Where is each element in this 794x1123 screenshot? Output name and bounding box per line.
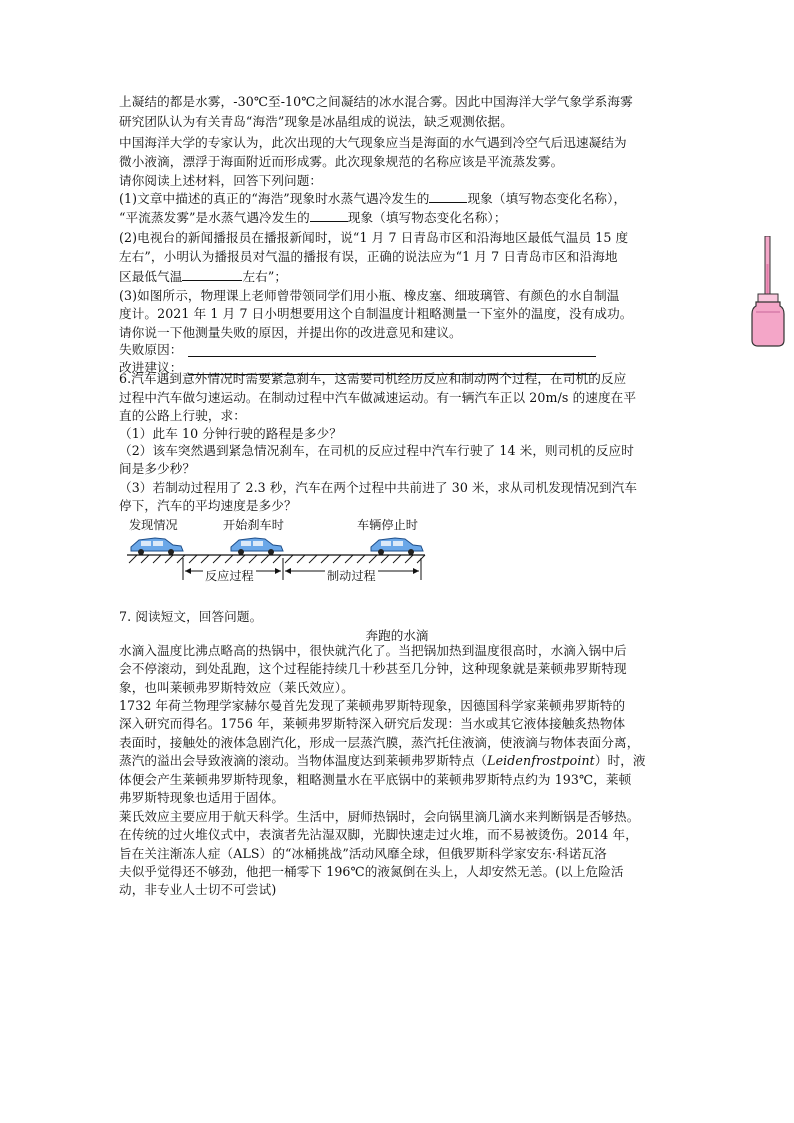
passage-term: Leidenfrostpoint [487,753,595,768]
fail-reason-blank[interactable] [188,356,596,357]
label-brake-start: 开始刹车时 [223,518,284,532]
passage-line: 水滴入温度比沸点略高的热锅中，很快就汽化了。当把锅加热到温度很高时，水滴入锅中后 [119,643,627,658]
advice-label: 改进建议： [119,360,183,375]
car-icon [131,538,183,555]
question-line: (2)电视台的新闻播报员在播报新闻时，说“1 月 7 日青岛市区和沿海地区最低气温员 15 度 [119,230,629,245]
q5-part2-text: 左右”； [242,269,288,284]
q5-part2-text: 区最低气温 [119,269,183,284]
text-line: 请你阅读上述材料，回答下列问题： [119,173,323,188]
passage-text: ）时，液 [594,753,646,768]
passage-line: 弗罗斯特现象也适用于固体。 [119,790,285,805]
passage-line: 夫似乎觉得还不够劲，他把一桶零下 196℃的液氮倒在头上，人却安然无恙。(以上危险活 [119,864,624,879]
q5-part1-text: 现象（填写物态变化名称）； [347,210,507,225]
question-line [119,189,626,208]
question-line: 度计。2021 年 1 月 7 日小明想要用这个自制温度计粗略测量一下室外的温度，没有成功。 [119,306,633,321]
q5-part1-text: (1)文章中描述的真正的“海浩”现象时水蒸气遇冷发生的 [119,191,430,206]
passage-line [119,752,646,770]
question-line: 6.汽车遇到意外情况时需要紧急刹车，这需要司机经历反应和制动两个过程，在司机的反应 [119,371,627,386]
passage-line: 表面时，接触处的液体急剧汽化，形成一层蒸汽膜，蒸汽托住液滴，使液滴与物体表面分离， [119,735,640,750]
label-reaction-process: 反应过程 [205,569,254,583]
question-line: 过程中汽车做匀速运动。在制动过程中汽车做减速运动。有一辆汽车正以 20m/s 的速度在平 [119,390,637,405]
passage-text: 蒸汽的溢出会导致液滴的滚动。当物体温度达到莱顿弗罗斯特点（ [119,753,488,768]
car-icon [231,538,283,555]
passage-line: 1732 年荷兰物理学家赫尔曼首先发现了莱顿弗罗斯特现象，因德国科学家莱顿弗罗斯特的 [119,698,626,713]
fail-reason-label: 失败原因： [119,342,183,357]
text-line: 微小液滴，漂浮于海面附近而形成雾。此次现象规范的名称应该是平流蒸发雾。 [119,154,564,169]
question-line: (3)如图所示，物理课上老师曾带领同学们用小瓶、橡皮塞、细玻璃管、有颜色的水自制温 [119,288,620,303]
passage-line: 深入研究而得名。1756 年，莱顿弗罗斯特深入研究后发现：当水或其它液体接触炙热物体 [119,716,626,731]
passage-title: 奔跑的水滴 [365,628,429,643]
question-line: 间是多少秒？ [119,461,196,476]
answer-blank[interactable] [429,189,467,203]
passage-line: 在传统的过火堆仪式中，表演者先沾湿双脚，光脚快速走过火堆，而不易被烫伤。2014 年， [119,827,638,842]
passage-line: 旨在关注渐冻人症（ALS）的“冰桶挑战”活动风靡全球，但俄罗斯科学家安东·科诺瓦洛 [119,846,607,861]
question-line: （2）该车突然遇到紧急情况刹车，在司机的反应过程中汽车行驶了 14 米，则司机的反应时 [119,443,634,458]
label-found: 发现情况 [129,518,178,532]
label-stopped: 车辆停止时 [357,518,418,532]
question-line: （3）若制动过程用了 2.3 秒，汽车在两个过程中共前进了 30 米，求从司机发现情况到汽车 [119,480,638,495]
question-line: 左右”，小明认为播报员对气温的播报有误，正确的说法应为“1 月 7 日青岛市区和沿海地 [119,249,618,264]
text-line: 研究团队认为有关青岛“海浩”现象是冰晶组成的说法，缺乏观测依据。 [119,114,513,129]
question-line [119,267,287,286]
question-line: 停下，汽车的平均速度是多少？ [119,498,297,513]
passage-line: 莱氏效应主要应用于航天科学。生活中，厨师热锅时，会向锅里滴几滴水来判断锅是否够热。 [119,809,640,824]
answer-blank[interactable] [310,208,348,222]
car-icon [371,538,423,555]
q5-part1-text: “平流蒸发雾”是水蒸气遇冷发生的 [119,210,310,225]
passage-line: 动，非专业人士切不可尝试) [119,882,277,897]
text-line: 上凝结的都是水雾，-30℃至-10℃之间凝结的冰水混合雾。因此中国海洋大学气象学系海雾 [119,94,633,109]
label-braking-process: 制动过程 [327,569,376,583]
question-line: 直的公路上行驶，求： [119,408,246,423]
braking-diagram [125,514,435,588]
thermometer-bottle-icon [750,236,786,348]
question-line: （1）此车 10 分钟行驶的路程是多少？ [119,426,342,441]
text-line: 中国海洋大学的专家认为，此次出现的大气现象应当是海面的水气遇到冷空气后迅速凝结为 [119,135,627,150]
answer-blank[interactable] [182,267,242,281]
question-intro: 7. 阅读短文，回答问题。 [119,609,263,624]
question-line: 请你说一下他测量失败的原因，并提出你的改进意见和建议。 [119,325,462,340]
passage-line: 会不停滚动，到处乱跑，这个过程能持续几十秒甚至几分钟，这种现象就是莱顿弗罗斯特现 [119,661,627,676]
passage-line: 体便会产生莱顿弗罗斯特现象，粗略测量水在平底锅中的莱顿弗罗斯特点约为 193℃，莱顿 [119,772,632,787]
passage-line: 象，也叫莱顿弗罗斯特效应（莱氏效应）。 [119,680,354,695]
question-line [119,208,507,227]
q5-part1-text: 现象（填写物态变化名称）， [467,191,627,206]
